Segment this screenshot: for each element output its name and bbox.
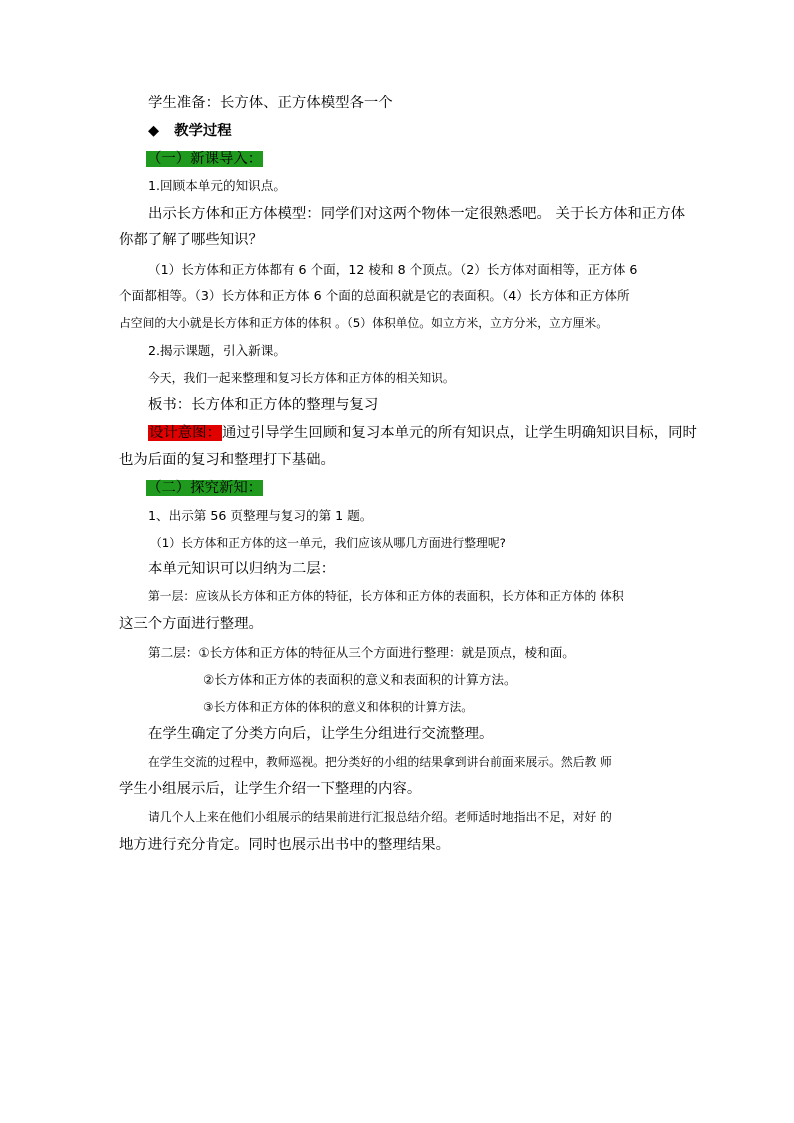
part1-heading-text: （一）新课导入： — [147, 151, 263, 167]
layer1-line-2: 这三个方面进行整理。 — [119, 616, 263, 632]
show-models-line-1: 出示长方体和正方体模型：同学们对这两个物体一定很熟悉吧。 关于长方体和正方体 — [148, 206, 686, 222]
design-intent-text: 通过引导学生回顾和复习本单元的所有知识点，让学生明确知识目标，同时 — [221, 425, 697, 441]
student-prep: 学生准备：长方体、正方体模型各一个 — [148, 95, 393, 111]
report-line-2: 地方进行充分肯定。同时也展示出书中的整理结果。 — [119, 837, 450, 853]
layer2-line-b: ②长方体和正方体的表面积的意义和表面积的计算方法。 — [203, 672, 517, 687]
knowledge-line-1: （1）长方体和正方体都有 6 个面，12 棱和 8 个顶点。（2）长方体对面相等，正方体 6 — [148, 262, 638, 277]
show-models-line-2: 你都了解了哪些知识？ — [119, 232, 263, 248]
knowledge-line-3: 占空间的大小就是长方体和正方体的体积 。（5）体积单位。如立方米，立方分米，立方厘米。 — [119, 316, 609, 330]
report-line-1: 请几个人上来在他们小组展示的结果前进行汇报总结介绍。老师适时地指出不足，对好 的 — [148, 810, 612, 824]
diamond-bullet-icon: ◆ — [148, 123, 160, 139]
layer1-line-1: 第一层：应该从长方体和正方体的特征，长方体和正方体的表面积，长方体和正方体的 体积 — [148, 589, 624, 603]
design-intent-label: 设计意图： — [149, 425, 221, 441]
teacher-line-1: 在学生交流的过程中，教师巡视。把分类好的小组的结果拿到讲台前面来展示。然后教 师 — [148, 755, 612, 769]
part2-heading — [146, 481, 263, 495]
teacher-line-2: 学生小组展示后，让学生介绍一下整理的内容。 — [119, 781, 422, 797]
item-1: 1.回顾本单元的知识点。 — [148, 178, 286, 193]
summary-line: 本单元知识可以归纳为二层： — [148, 561, 336, 577]
part1-heading — [146, 152, 263, 166]
layer2-line-c: ③长方体和正方体的体积的意义和体积的计算方法。 — [203, 700, 474, 714]
question-1: （1）长方体和正方体的这一单元，我们应该从哪几方面进行整理呢? — [150, 536, 506, 550]
step-1: 1、出示第 56 页整理与复习的第 1 题。 — [148, 508, 373, 523]
section-title: 教学过程 — [174, 123, 232, 139]
design-intent-line-1 — [148, 426, 697, 440]
knowledge-line-2: 个面都相等。（3）长方体和正方体 6 个面的总面积就是它的表面积。（4）长方体和正方体所 — [119, 288, 630, 303]
design-intent-line-2: 也为后面的复习和整理打下基础。 — [119, 452, 335, 468]
group-line: 在学生确定了分类方向后，让学生分组进行交流整理。 — [148, 726, 494, 742]
board-line: 板书：长方体和正方体的整理与复习 — [148, 397, 379, 413]
item-2: 2.揭示课题，引入新课。 — [148, 343, 286, 358]
part2-heading-text: （二）探究新知： — [147, 480, 263, 496]
layer2-line-a: 第二层：①长方体和正方体的特征从三个方面进行整理：就是顶点，棱和面。 — [148, 645, 575, 660]
today-line: 今天，我们一起来整理和复习长方体和正方体的相关知识。 — [148, 371, 455, 385]
section-heading — [148, 124, 232, 138]
